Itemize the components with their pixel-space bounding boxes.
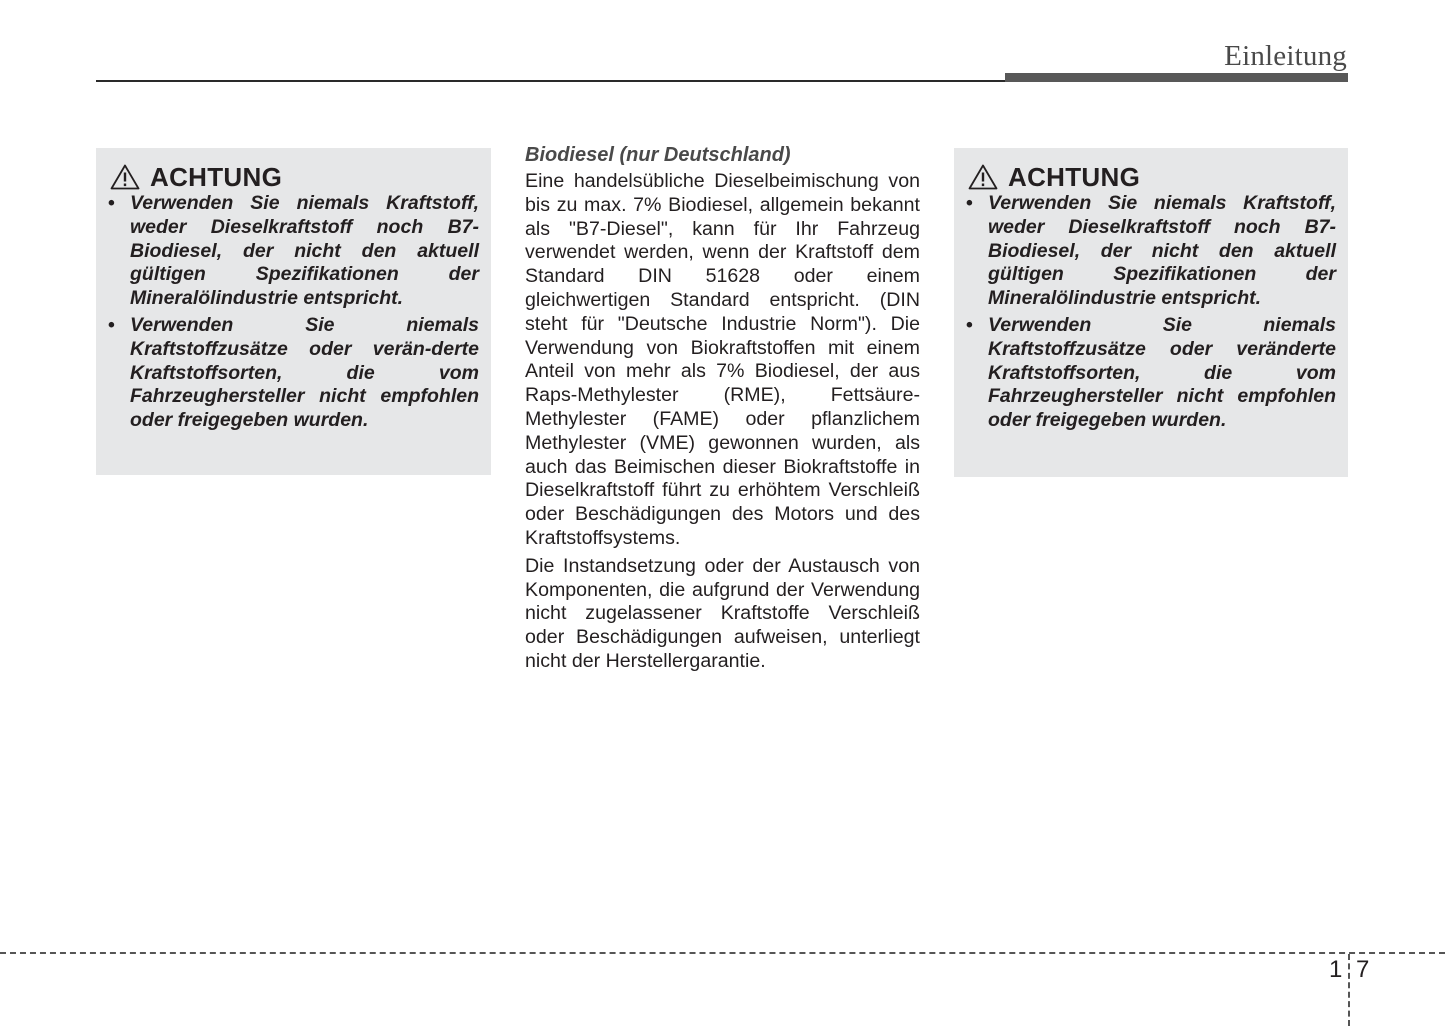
warning-item <box>108 314 479 433</box>
bullet: • <box>108 192 115 214</box>
warning-item-text: Verwenden Sie niemals Kraftstoff, weder Dieselkraftstoff noch B7-Biodiesel, der nicht den aktuell gültigen Spezifikationen der Mineralölindustrie entspricht. <box>988 192 1336 310</box>
warning-item <box>966 314 1336 433</box>
warning-box-left <box>96 148 491 475</box>
page-header-title: Einleitung <box>1224 40 1347 72</box>
warning-header <box>968 162 1336 192</box>
warning-list <box>966 192 1336 433</box>
warning-item-text: Verwenden Sie niemals Kraftstoff, weder Dieselkraftstoff noch B7-Biodiesel, der nicht den aktuell gültigen Spezifikationen der Mineralölindustrie entspricht. <box>130 192 479 310</box>
warning-list <box>108 192 479 433</box>
warning-header <box>110 162 479 192</box>
bullet: • <box>966 192 973 214</box>
page-number-separator <box>1348 954 1350 1026</box>
main-column <box>525 142 920 678</box>
warning-item-text: Verwenden Sie niemals Kraftstoffzusätze oder verän-derte Kraftstoffsorten, die vom Fahrzeughersteller nicht empfohlen oder freigegeben wurden. <box>130 313 479 432</box>
warning-title: ACHTUNG <box>150 161 283 192</box>
warning-item <box>966 192 1336 311</box>
bullet: • <box>108 313 115 336</box>
header-rule <box>96 80 1006 82</box>
section-title: Biodiesel (nur Deutschland) <box>525 144 791 166</box>
warning-item <box>108 192 479 311</box>
bullet: • <box>966 313 973 336</box>
warning-triangle-icon <box>110 164 140 190</box>
header-rule-accent <box>1005 73 1348 82</box>
footer-dashed-rule <box>0 952 1445 954</box>
body-paragraph: Eine handelsübliche Dieselbeimischung von bis zu max. 7% Biodiesel, allgemein bekannt als "B7-Diesel", kann für Ihr Fahrzeug verwendet werden, wenn der Kraftstoff dem Standard DIN 51628 oder einem gleichwertigen Standard entspricht. (DIN steht für "Deutsche Industrie Norm"). Die Verwendung von Biokraftstoffen mit einem Anteil von mehr als 7% Biodiesel, der aus Raps-Methylester (RME), Fettsäure-Methylester (FAME) oder pflanzlichem Methylester (VME) gewonnen wurden, als auch das Beimischen dieser Biokraftstoffe in Dieselkraftstoff führt zu erhöhtem Verschleiß oder Beschädigungen des Motors und des Kraftstoffsystems. <box>525 170 920 549</box>
warning-title: ACHTUNG <box>1008 161 1141 192</box>
warning-item-text: Verwenden Sie niemals Kraftstoffzusätze oder veränderte Kraftstoffsorten, die vom Fahrzeughersteller nicht empfohlen oder freigegeben wurden. <box>988 313 1336 432</box>
warning-triangle-icon <box>968 164 998 190</box>
warning-box-right <box>954 148 1348 477</box>
body-paragraph: Die Instandsetzung oder der Austausch von Komponenten, die aufgrund der Verwendung nicht zugelassener Kraftstoffe Verschleiß oder Beschädigungen aufweisen, unterliegt nicht der Herstellergarantie. <box>525 554 920 672</box>
page-number: 7 <box>1356 956 1370 983</box>
chapter-number: 1 <box>1329 956 1343 983</box>
